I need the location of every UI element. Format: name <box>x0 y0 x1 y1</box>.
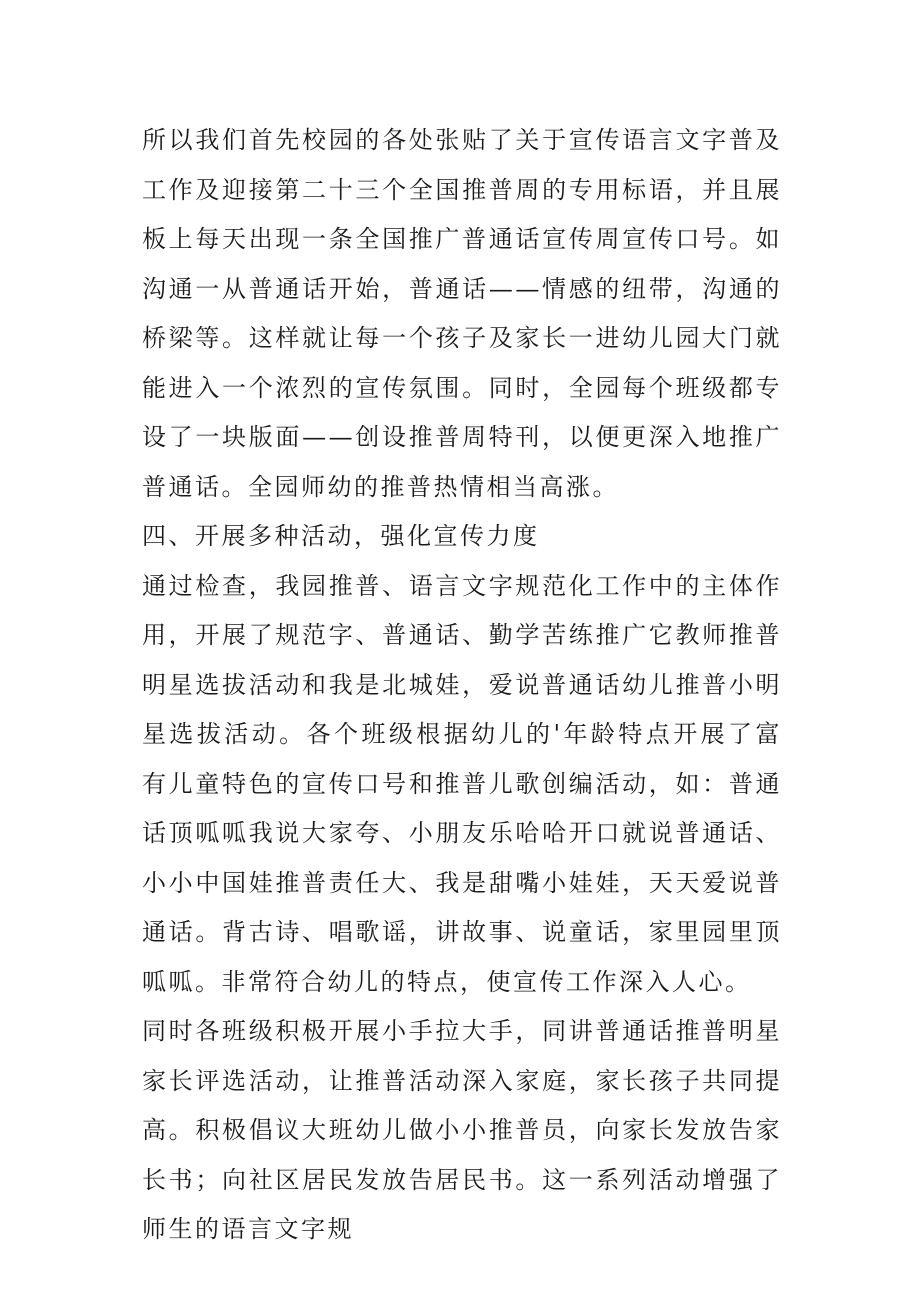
paragraph-activities: 通过检查，我园推普、语言文字规范化工作中的主体作用，开展了规范字、普通话、勤学苦练推广它教师推普明星选拔活动和我是北城娃，爱说普通话幼儿推普小明星选拔活动。各个班级根据幼儿的'年龄特点开展了富有儿童特色的宣传口号和推普儿歌创编活动，如：普通话顶呱呱我说大家夸、小朋友乐哈哈开口就说普通话、小小中国娃推普责任大、我是甜嘴小娃娃，天天爱说普通话。背古诗、唱歌谣，讲故事、说童话，家里园里顶呱呱。非常符合幼儿的特点，使宣传工作深入人心。 <box>142 571 782 996</box>
paragraph-family-outreach: 同时各班级积极开展小手拉大手，同讲普通话推普明星家长评选活动，让推普活动深入家庭，家长孩子共同提高。积极倡议大班幼儿做小小推普员，向家长发放告家长书；向社区居民发放告居民书。这一系列活动增强了师生的语言文字规 <box>142 1017 782 1243</box>
paragraph-campus-slogans: 所以我们首先校园的各处张贴了关于宣传语言文字普及工作及迎接第二十三个全国推普周的专用标语，并且展板上每天出现一条全国推广普通话宣传周宣传口号。如沟通一从普通话开始，普通话——情感的纽带，沟通的桥梁等。这样就让每一个孩子及家长一进幼儿园大门就能进入一个浓烈的宣传氛围。同时，全园每个班级都专设了一块版面——创设推普周特刊，以便更深入地推广普通话。全园师幼的推普热情相当高涨。 <box>142 126 782 501</box>
section-heading: 四、开展多种活动，强化宣传力度 <box>142 522 540 550</box>
document-body <box>142 116 782 1255</box>
